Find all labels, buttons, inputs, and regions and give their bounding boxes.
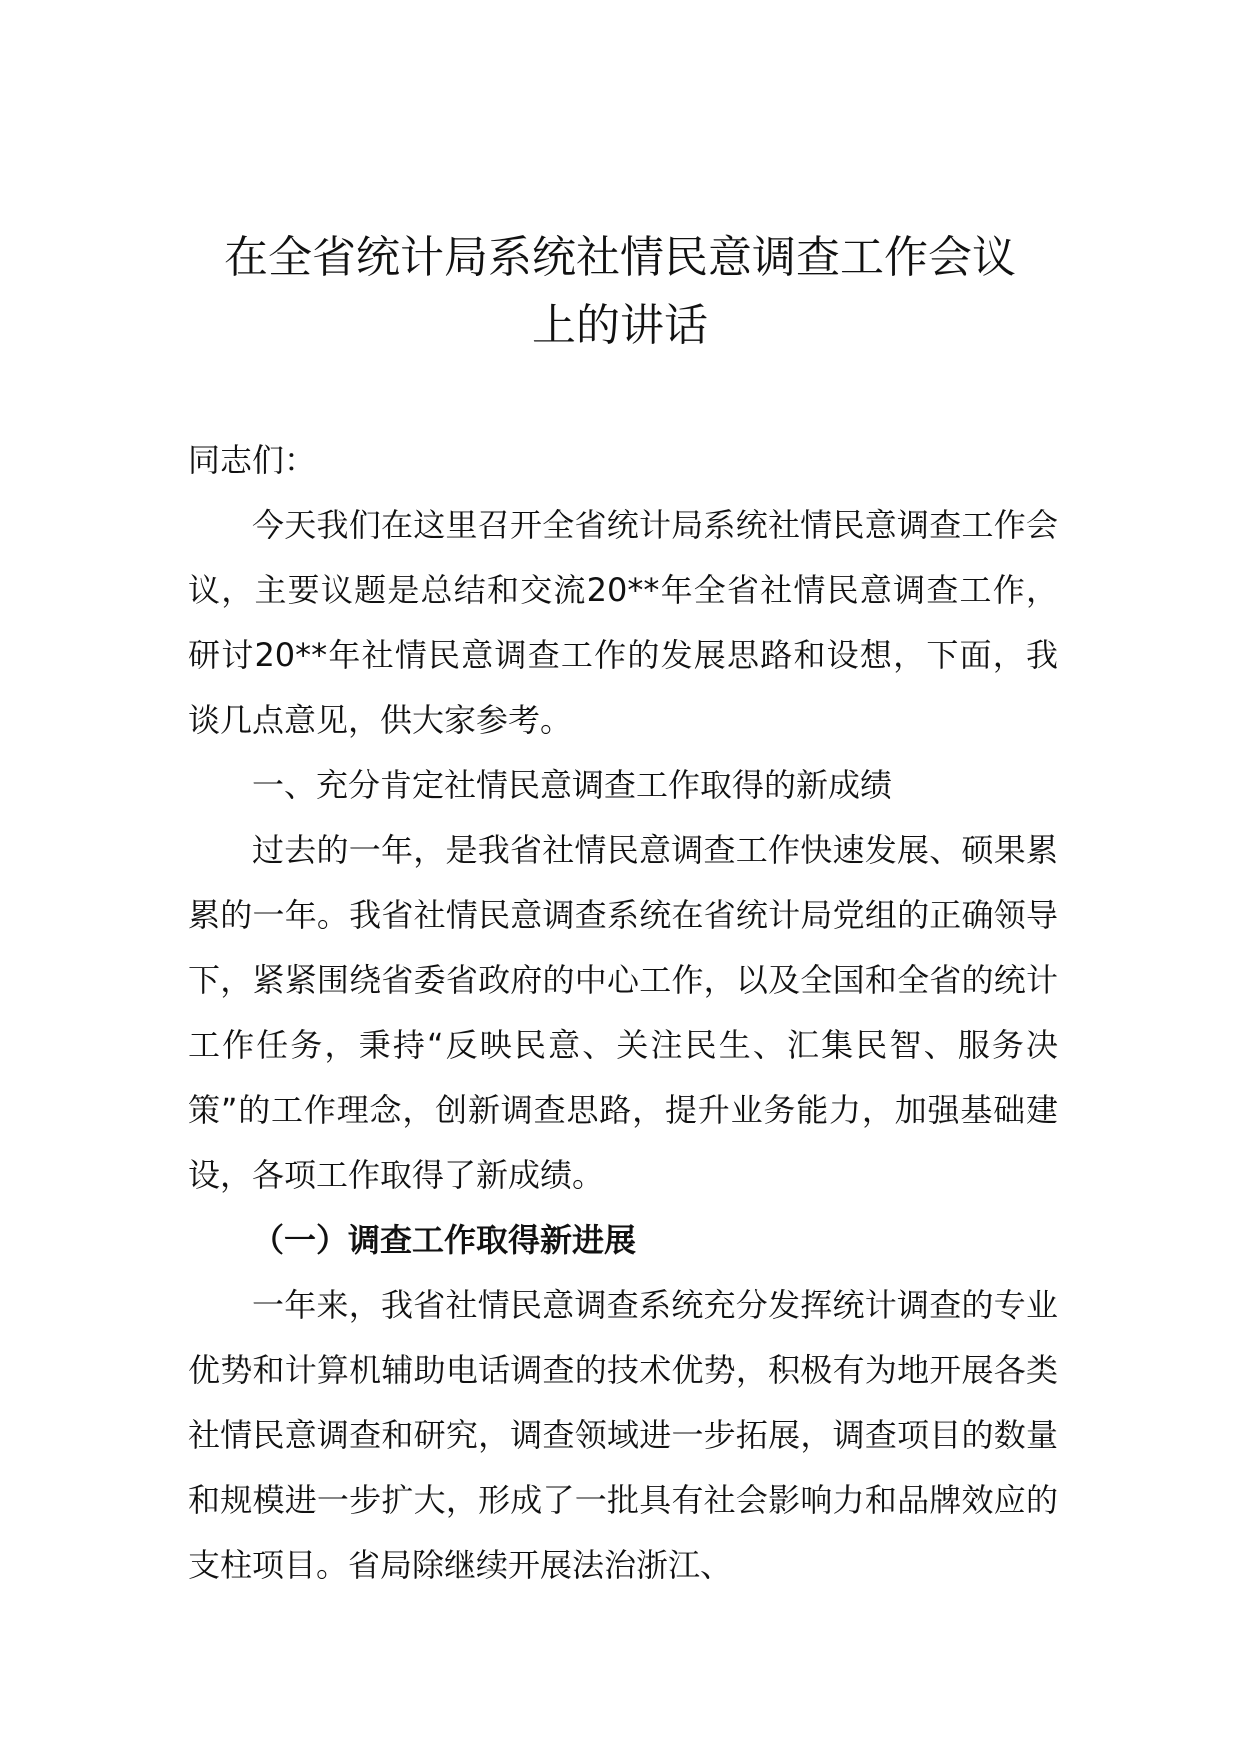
section-1-paragraph: 过去的一年，是我省社情民意调查工作快速发展、硕果累累的一年。我省社情民意调查系统在省统计局党组的正确领导下，紧紧围绕省委省政府的中心工作，以及全国和全省的统计工作任务，秉持“反映民意、关注民生、汇集民智、服务决策”的工作理念，创新调查思路，提升业务能力，加强基础建设，各项工作取得了新成绩。 <box>188 831 1058 1194</box>
section-heading-1: 一、充分肯定社情民意调查工作取得的新成绩 <box>252 766 893 804</box>
greeting: 同志们： <box>188 441 317 479</box>
subsection-heading-1: （一）调查工作取得新进展 <box>252 1221 637 1259</box>
intro-paragraph: 今天我们在这里召开全省统计局系统社情民意调查工作会议，主要议题是总结和交流20**年全省社情民意调查工作，研讨20**年社情民意调查工作的发展思路和设想，下面，我谈几点意见，供大家参考。 <box>188 506 1058 739</box>
title-line-2: 上的讲话 <box>532 300 708 351</box>
speech-body <box>188 428 1058 1598</box>
subsection-1-paragraph: 一年来，我省社情民意调查系统充分发挥统计调查的专业优势和计算机辅助电话调查的技术优势，积极有为地开展各类社情民意调查和研究，调查领域进一步拓展，调查项目的数量和规模进一步扩大，形成了一批具有社会影响力和品牌效应的支柱项目。省局除继续开展法治浙江、 <box>188 1286 1058 1584</box>
speech-title <box>160 224 1080 360</box>
title-line-1: 在全省统计局系统社情民意调查工作会议 <box>224 232 1016 283</box>
